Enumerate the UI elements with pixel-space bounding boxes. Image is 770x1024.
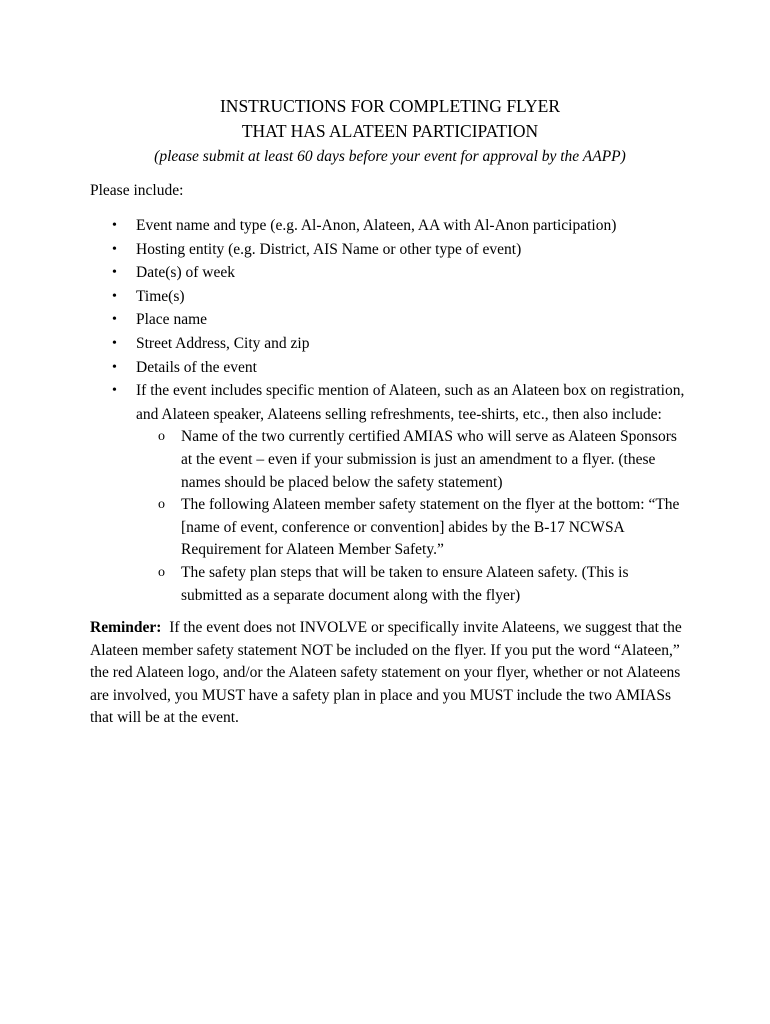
list-item [90,356,690,380]
bullet-icon: • [112,359,117,375]
list-item-text: Time(s) [136,287,185,305]
reminder-paragraph [90,617,690,730]
list-item-text: Street Address, City and zip [136,334,310,352]
list-item [90,261,690,285]
title-line-2: THAT HAS ALATEEN PARTICIPATION [241,121,539,141]
bullet-icon: • [112,241,117,257]
bullet-icon: • [112,288,117,304]
list-item-text: Place name [136,311,208,329]
sub-bullet-icon: o [158,429,165,445]
include-list [90,214,690,607]
sub-list-item-text: The following Alateen member safety statement on the flyer at the bottom: “The [name of event, conference or convention] abides by the B-17 NCWSA Requirement for Alateen Member Safety.” [181,496,680,559]
sub-list-item [136,426,690,494]
sub-bullet-icon: o [158,497,165,513]
bullet-icon: • [112,218,117,233]
list-item [90,285,690,309]
bullet-icon: • [112,265,117,281]
list-item-text: Details of the event [136,358,257,376]
bullet-icon: • [112,383,117,399]
document-page [90,94,690,730]
subtitle: (please submit at least 60 days before your event for approval by the AAPP) [154,148,626,165]
sub-list-item [136,562,690,607]
list-item-text: If the event includes specific mention of Alateen, such as an Alateen box on registration, and Alateen speaker, Alateens selling refreshments, tee-shirts, etc., then also include: [136,382,685,423]
list-item-text: Hosting entity (e.g. District, AIS Name or other type of event) [136,240,522,258]
title-line-1: INSTRUCTIONS FOR COMPLETING FLYER [219,96,560,116]
list-item [90,214,690,238]
sub-list-item-text: Name of the two currently certified AMIAS who will serve as Alateen Sponsors at the event – even if your submission is just an amendment to a flyer. (these names should be placed below the safety statement) [181,428,677,491]
intro-text: Please include: [90,182,184,199]
sub-bullet-icon: o [158,564,165,580]
list-item [90,332,690,356]
list-item-text: Date(s) of week [136,264,235,282]
reminder-text: If the event does not INVOLVE or specifically invite Alateens, we suggest that the Alateen member safety statement NOT be included on the flyer. If you put the word “Alateen,” the red Alateen logo, and/or the Alateen safety statement on your flyer, whether or not Alateens are involved, you MUST have a safety plan in place and you MUST include the two AMIASs that will be at the event. [90,619,682,727]
bullet-icon: • [112,335,117,351]
reminder-label: Reminder: [90,619,162,637]
bullet-icon: • [112,312,117,328]
list-item [90,238,690,262]
sub-list [136,426,690,607]
sub-list-item [136,494,690,562]
list-item [90,308,690,332]
list-item [90,379,690,607]
sub-list-item-text: The safety plan steps that will be taken to ensure Alateen safety. (This is submitted as a separate document along with the flyer) [181,563,629,604]
list-item-text: Event name and type (e.g. Al-Anon, Alateen, AA with Al-Anon participation) [136,217,617,234]
